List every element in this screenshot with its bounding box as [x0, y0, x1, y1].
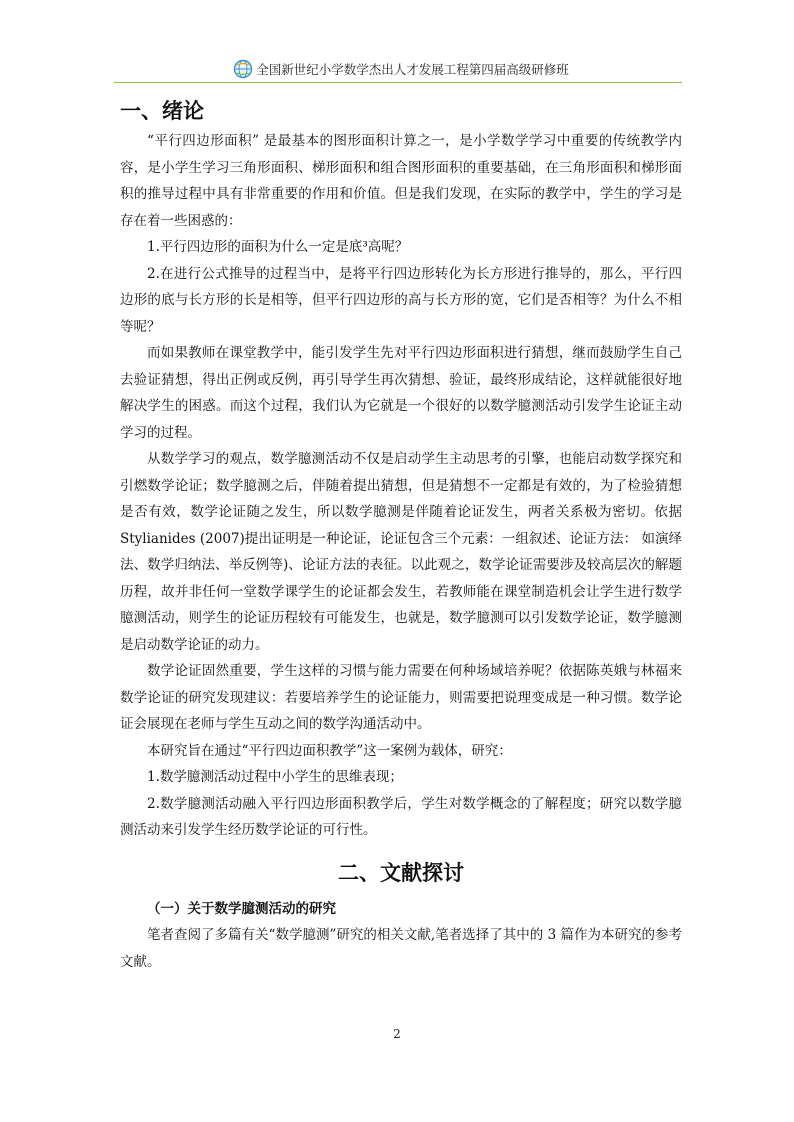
paragraph: 而如果教师在课堂教学中，能引发学生先对平行四边形面积进行猜想，继而鼓励学生自己去验证猜想，得出正例或反例，再引导学生再次猜想、验证，最终形成结论，这样就能很好地解决学生的困惑。而这个过程，我们认为它就是一个很好的以数学臆测活动引发学生论证主动学习的过程。 [120, 345, 682, 441]
subsection-heading: （一）关于数学臆测活动的研究 [147, 900, 336, 917]
document-body [120, 96, 682, 975]
question-item: 2.在进行公式推导的过程当中，是将平行四边形转化为长方形进行推导的，那么，平行四边形的底与长方形的长是相等，但平行四边形的高与长方形的宽，它们是否相等？为什么不相等呢？ [120, 265, 682, 335]
paragraph: 数学论证固然重要，学生这样的习惯与能力需要在何种场域培养呢？依据陈英娥与林福来数学论证的研究发现建议：若要培养学生的论证能力，则需要把说理变成是一种习惯。数学论证会展现在老师与学生互动之间的数学沟通活动中。 [120, 663, 682, 732]
section-heading-intro: 一、绪论 [120, 99, 204, 123]
header-divider [114, 82, 682, 83]
page-number: 2 [393, 1027, 401, 1041]
paragraph: “平行四边形面积” 是最基本的图形面积计算之一，是小学数学学习中重要的传统教学内容，是小学生学习三角形面积、梯形面积和组合图形面积的重要基础，在三角形面积和梯形面积的推导过程中具有非常重要的作用和价值。但是我们发现，在实际的教学中，学生的学习是存在着一些困惑的： [120, 133, 682, 229]
research-item: 2.数学臆测活动融入平行四边形面积教学后，学生对数学概念的了解程度；研究以数学臆测活动来引发学生经历数学论证的可行性。 [120, 795, 682, 838]
paragraph: 从数学学习的观点，数学臆测活动不仅是启动学生主动思考的引擎，也能启动数学探究和引燃数学论证；数学臆测之后，伴随着提出猜想，但是猜想不一定都是有效的，为了检验猜想是否有效，数学论证随之发生，所以数学臆测是伴随着论证发生，两者关系极为密切。依据Stylianides (2007)提出证明是一种论证，论证包含三个元素：一组叙述、论证方法： 如演绎法、数学归纳法、举反例等)、论证方法的表征。以此观之，数学论证需要涉及较高层次的解题历程，故并非任何一堂数学课学生的论证都会发生，若教师能在课堂制造机会让学生进行数学臆测活动，则学生的论证历程较有可能发生，也就是，数学臆测可以引发数学论证，数学臆测是启动数学论证的动力。 [120, 451, 682, 653]
paragraph: 本研究旨在通过“平行四边面积教学”这一案例为载体，研究： [147, 742, 512, 759]
globe-logo-icon [233, 59, 253, 79]
research-item: 1.数学臆测活动过程中小学生的思维表现； [147, 769, 403, 785]
paragraph: 笔者查阅了多篇有关“数学臆测”研究的相关文献,笔者选择了其中的 3 篇作为本研究的参考文献。 [120, 927, 682, 970]
page-header [120, 57, 682, 81]
question-item: 1.平行四边形的面积为什么一定是底³高呢？ [147, 239, 409, 255]
section-heading-literature: 二、文献探讨 [338, 860, 464, 885]
header-title: 全国新世纪小学数学杰出人才发展工程第四届高级研修班 [256, 62, 569, 77]
